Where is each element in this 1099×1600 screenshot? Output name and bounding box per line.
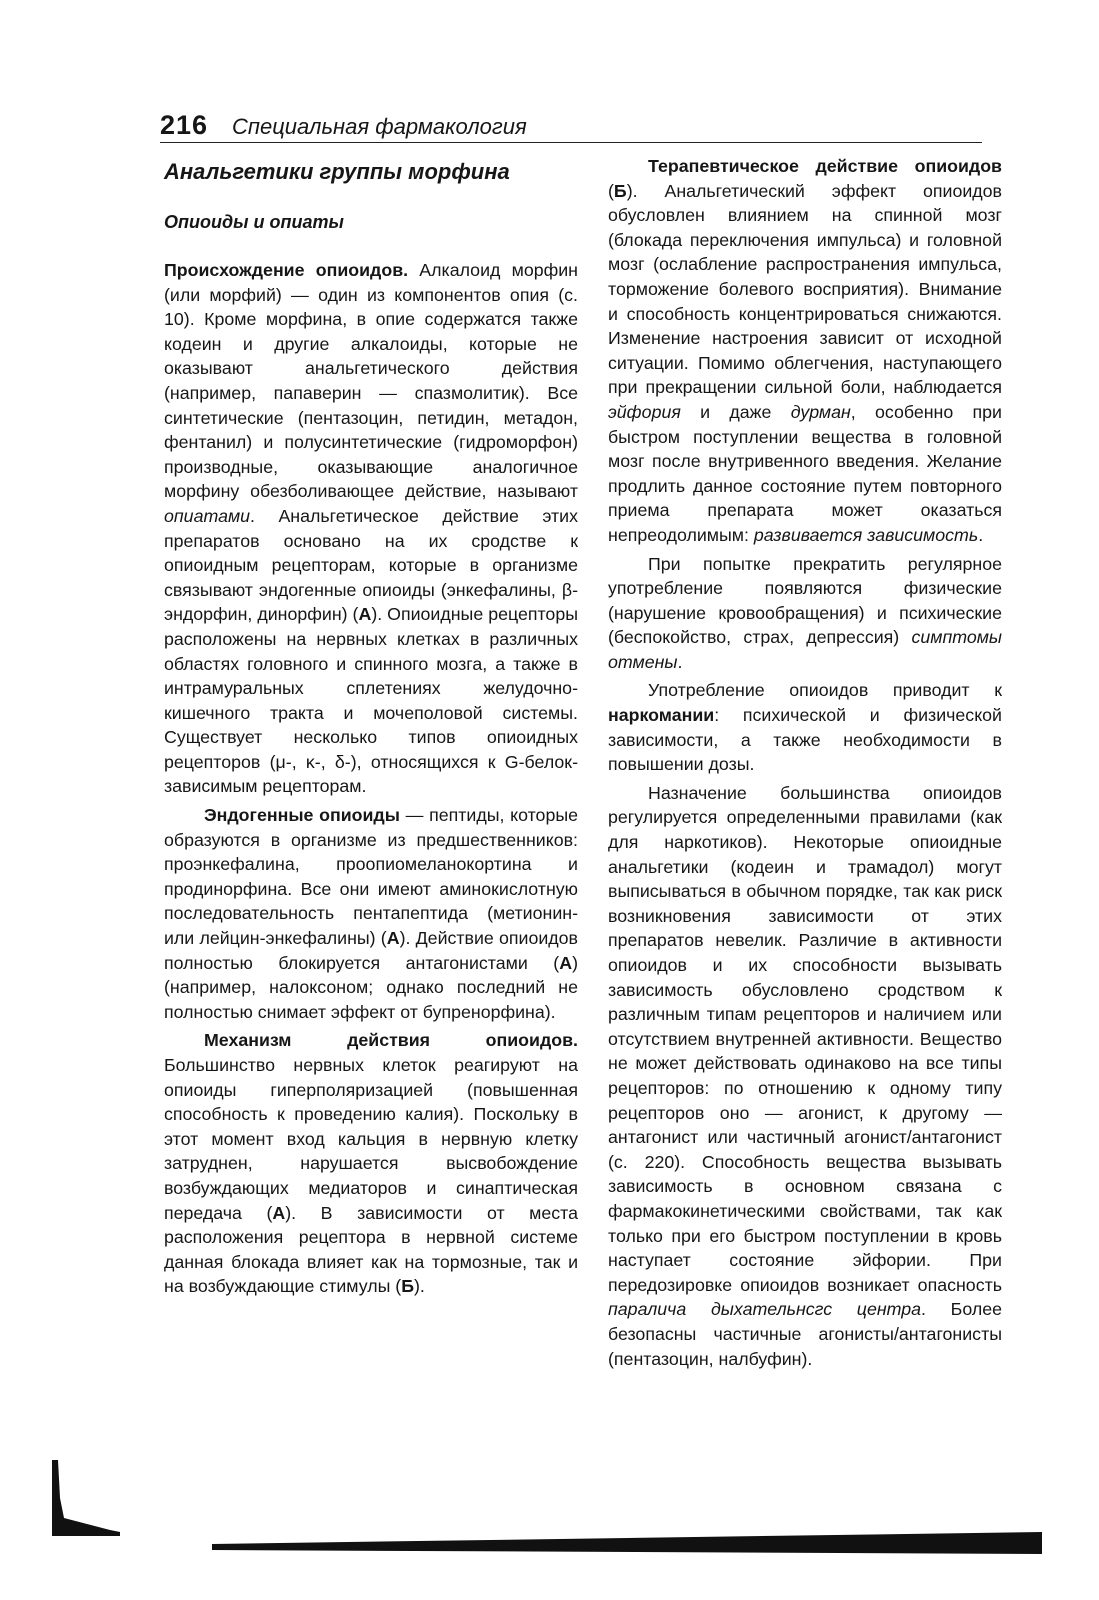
text-run: .	[978, 524, 984, 545]
paragraph-endogenous	[164, 803, 578, 1024]
text-run: : психической и физической зависимости, а также необходимости в повышении дозы.	[608, 705, 1002, 775]
bold-run: Б	[401, 1276, 414, 1297]
paragraph-withdrawal	[608, 552, 1002, 675]
paragraph-origin	[164, 258, 578, 799]
text-run: . Анальгетическое действие этих препаратов основано на их сродстве к опиоидным рецепторам, которые в организме связывают эндогенные опиоиды (энкефалины, β-эндорфин, динорфин) (	[164, 505, 578, 625]
bold-run: А	[272, 1202, 286, 1223]
bold-run: наркомании	[608, 705, 715, 726]
bottom-edge-bar	[212, 1530, 1042, 1554]
text-run: , особенно при быстром поступлении вещества в головной мозг после внутривенного введения. Желание продлить данное состояние путем повторного приема препарата может оказаться непреодолимым:	[608, 401, 1002, 545]
italic-run: паралича дыхательнсгс центра	[608, 1299, 922, 1320]
bold-run: А	[358, 604, 372, 625]
bold-run: Терапевтическое действие опиоидов	[648, 156, 1002, 176]
right-column	[608, 152, 1002, 1371]
italic-run: дурман	[790, 401, 851, 422]
page-number: 216	[160, 110, 209, 140]
page-header	[160, 108, 980, 142]
italic-run: симптомы отмены	[608, 627, 1002, 672]
left-column	[164, 152, 578, 1299]
header-rule	[160, 142, 982, 143]
bold-run: Происхождение опиоидов.	[164, 260, 409, 280]
italic-run: развивается зависимость	[753, 524, 979, 545]
bold-run: А	[386, 928, 400, 949]
bold-run: Б	[613, 180, 627, 201]
italic-run: эйфория	[608, 401, 681, 422]
paragraph-addiction	[608, 678, 1002, 776]
bold-run: Эндогенные опиоиды	[204, 805, 400, 826]
corner-scan-mark	[50, 1458, 120, 1538]
bold-run: Механизм действия опиоидов.	[204, 1030, 578, 1051]
text-run: ).	[414, 1276, 425, 1297]
running-title: Специальная фармакология	[232, 114, 527, 139]
text-run: При попытке прекратить регулярное употребление появляются физические (нарушение кровообращения) и психические (беспокойство, страх, депрессия)	[608, 553, 1002, 648]
text-run: Назначение большинства опиоидов регулируется определенными правилами (как для наркотиков). Некоторые опиоидные анальгетики (кодеин и трамадол) могут выписываться в обычном порядке, так как риск возникновения зависимости от этих препаратов невелик. Различие в активности опиоидов и их способности вызывать зависимость обусловлено сродством к различным типам рецепторов и наличием или отсутствием внутренней активности. Вещество не может действовать одинаково на все типы рецепторов: по отношению к одному типу рецепторов оно — агонист, к другому — антагонист или частичный агонист/антагонист (с. 220). Способность вещества вызывать зависимость в основном связана с фармакокинетическими свойствами, так как только при его быстром поступлении в кровь наступает состояние эйфории. При передозировке опиоидов возникает опасность	[608, 782, 1002, 1295]
text-run: Алкалоид морфин (или морфий) — один из компонентов опия (с. 10). Кроме морфина, в опие содержатся также кодеин и другие алкалоиды, которые не оказывают анальгетического действия (например, папаверин — спазмолитик). Все синтетические (пентазоцин, петидин, метадон, фентанил) и полусинтетические (гидроморфон) производные, оказывающие аналогичное морфину обезболивающее действие, называют	[164, 260, 578, 502]
text-run: ). Анальгетический эффект опиоидов обусловлен влиянием на спинной мозг (блокада переключения импульса) и головной мозг (ослабление распространения импульса, торможение болевого восприятия). Внимание и способность концентрироваться снижаются. Изменение настроения зависит от исходной ситуации. Помимо облегчения, наступающего при прекращении сильной боли, наблюдается	[608, 180, 1002, 398]
text-run: и даже	[680, 401, 791, 422]
text-run: .	[677, 651, 683, 672]
text-run: ). Опиоидные рецепторы расположены на нервных клетках в различных областях головного и спинного мозга, а также в интрамуральных сплетениях желудочно-кишечного тракта и мочеполовой системы. Существует несколько типов опиоидных рецепторов (μ-, κ-, δ-), относящихся к G-белок-зависимым рецепторам.	[164, 604, 578, 797]
bold-run: А	[559, 952, 573, 973]
text-run: Большинство нервных клеток реагируют на опиоиды гиперполяризацией (повышенная способность к проведению калия). Поскольку в этот момент вход кальция в нервную клетку затруднен, нарушается высвобождение возбуждающих медиаторов и синаптическая передача (	[164, 1055, 578, 1223]
text-run: . Более безопасны частичные агонисты/антагонисты (пентазоцин, налбуфин).	[608, 1299, 1002, 1369]
text-run: ). В зависимости от места расположения рецептора в нервной системе данная блокада влияет как на тормозные, так и на возбуждающие стимулы (	[164, 1202, 578, 1297]
paragraph-mechanism	[164, 1028, 578, 1299]
text-run: Употребление опиоидов приводит к	[648, 680, 1002, 701]
text-run: ) (например, налоксоном; однако последний не полностью снимает эффект от бупренорфина).	[164, 952, 578, 1022]
paragraph-prescription	[608, 781, 1002, 1371]
text-run: ). Действие опиоидов полностью блокируется антагонистами (	[164, 928, 578, 973]
section-title: Анальгетики группы морфина	[164, 159, 510, 184]
italic-run: опиатами	[164, 505, 251, 526]
text-run: — пептиды, которые образуются в организме из предшественников: проэнкефалина, проопиомеланокортина и продинорфина. Все они имеют аминокислотную последовательность пентапептида (метионин- или лейцин-энкефалины) (	[164, 805, 579, 949]
paragraph-therapeutic	[608, 154, 1002, 548]
text-run: (	[608, 180, 614, 201]
subsection-title: Опиоиды и опиаты	[164, 212, 344, 232]
